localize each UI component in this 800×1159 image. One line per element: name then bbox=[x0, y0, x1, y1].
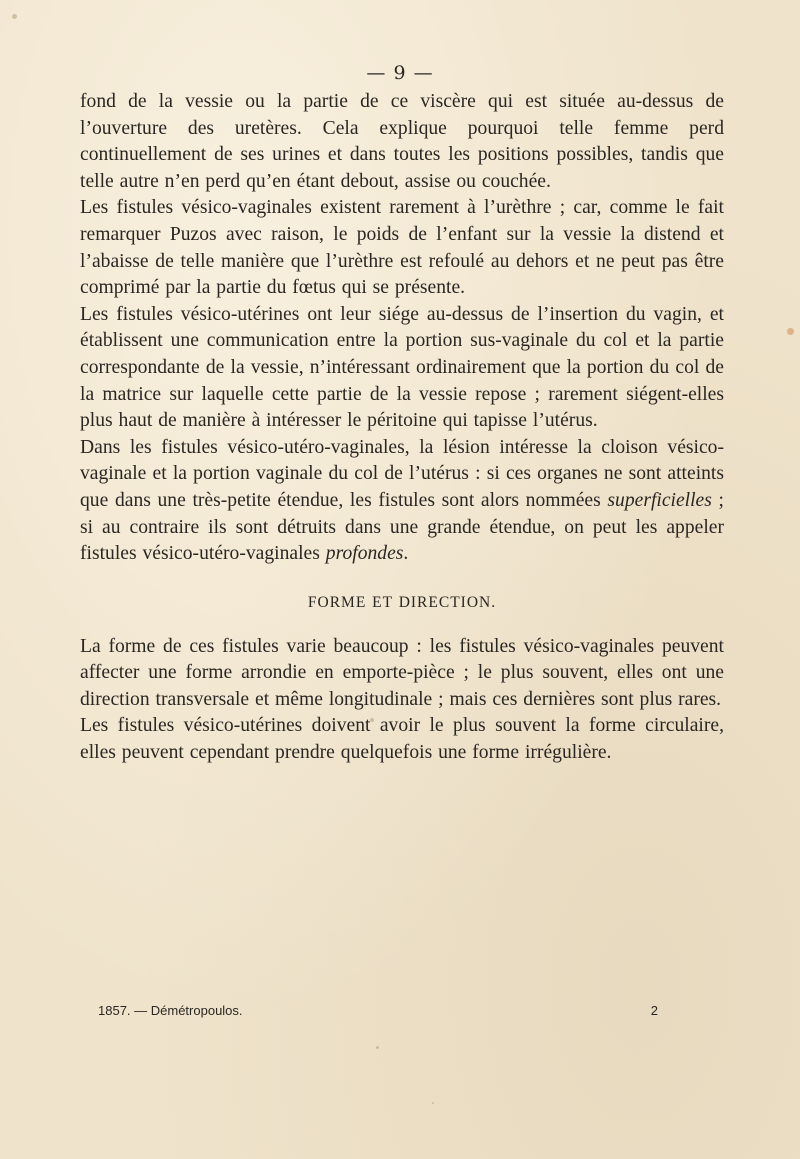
italic-term: profondes bbox=[325, 543, 404, 565]
paper-speck bbox=[12, 14, 17, 19]
sheet-number: 2 bbox=[650, 1003, 658, 1018]
paragraph bbox=[80, 435, 724, 568]
paragraph: Les fistules vésico-utérines doivent avoir le plus souvent la forme circulaire, elles peuvent cependant prendre quelquefois une forme irrégulière. bbox=[80, 715, 724, 764]
paragraph: fond de la vessie ou la partie de ce viscère qui est située au-dessus de l’ouverture des uretères. Cela explique pourquoi telle femme perd continuellement de ses urines et dans toutes les positions possibles, tandis que telle autre n’en perd qu’en étant debout, assise ou couchée. bbox=[80, 91, 724, 192]
paragraph: La forme de ces fistules varie beaucoup : les fistules vésico-vaginales peuvent affecter une forme arrondie en emporte-pièce ; le plus souvent, elles ont une direction transversale et même longitudinale ; mais ces dernières sont plus rares. bbox=[80, 635, 724, 710]
paragraph: Les fistules vésico-utérines ont leur siége au-dessus de l’insertion du vagin, et établissent une communication entre la portion sus-vaginale du col et la partie correspondante de la vessie, n’intéressant ordinairement que la portion du col de la matrice sur laquelle cette partie de la vessie repose ; rarement siégent-elles plus haut de manière à intéresser le péritoine qui tapisse l’utérus. bbox=[80, 303, 724, 432]
paper-speck bbox=[376, 1046, 379, 1049]
paragraph-text: Dans les fistules vésico-utéro-vaginales, la lésion intéresse la cloison vésico-vaginale et la portion vaginale du col de l’utérus : si ces organes ne sont atteints que dans une très-petite étendue, les fistules sont alors nommées bbox=[80, 436, 724, 511]
paragraph: Les fistules vésico-vaginales existent rarement à l’urèthre ; car, comme le fait remarquer Puzos avec raison, le poids de l’enfant sur la vessie la distend et l’abaisse de telle manière que l’urèthre est refoulé au dehors et ne peut pas être comprimé par la partie du fœtus qui se présente. bbox=[80, 197, 724, 299]
page-number: — 9 — bbox=[366, 62, 434, 84]
paragraph-text: . bbox=[403, 543, 409, 565]
paragraph-text: ; si au contraire ils sont détruits dans une grande étendue, on peut les appeler fistules vésico-utéro-vaginales bbox=[80, 489, 724, 565]
italic-term: superficielles bbox=[607, 489, 712, 511]
body-text bbox=[80, 89, 724, 767]
section-title: FORME ET DIRECTION. bbox=[307, 593, 497, 611]
paper-speck bbox=[432, 1102, 434, 1104]
paper-speck bbox=[787, 328, 794, 335]
printer-signature: 1857. — Démétropoulos. bbox=[98, 1003, 243, 1018]
